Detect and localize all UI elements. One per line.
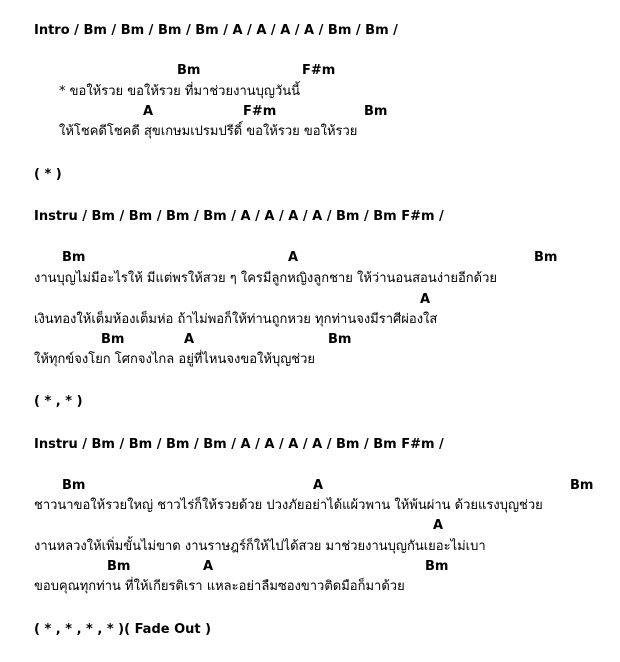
verse-chord: A <box>288 250 299 265</box>
verse-lyric-line: งานหลวงให้เพิ่มขั้นไม่ขาด งานราษฎร์ก็ให้ไปได้สวย มาช่วยงานบุญกันเยอะไม่เบา <box>34 539 486 554</box>
chorus-lyric-line: ให้โชคดีโชคดี สุขเกษมเปรมปรีดิ์ ขอให้รวย ขอให้รวย <box>59 124 358 139</box>
verse-chord: Bm <box>107 559 131 574</box>
verse-lyric-line: เงินทองให้เต็มห้องเต็มห่อ ถ้าไม่พอก็ให้ท่านถูกหวย ทุกท่านจงมีราศีผ่องใส <box>34 312 438 327</box>
verse-chord: A <box>313 478 324 493</box>
repeat-marker: ( * , * ) <box>34 394 83 409</box>
verse-lyric-line: งานบุญไม่มีอะไรให้ มีแต่พรให้สวย ๆ ใครมีลูกหญิงลูกชาย ให้ว่านอนสอนง่ายอีกด้วย <box>34 271 498 286</box>
verse-chord: Bm <box>534 250 558 265</box>
repeat-marker: ( * ) <box>34 167 62 182</box>
verse-chord: Bm <box>101 332 125 347</box>
verse-chord: Bm <box>62 478 86 493</box>
verse-lyric-line: ชาวนาขอให้รวยใหญ่ ชาวไร่ก็ให้รวยด้วย ปวงภัยอย่าได้แผ้วพาน ให้พ้นผ่าน ด้วยแรงบุญช่วย <box>34 498 543 513</box>
intro-line: Intro / Bm / Bm / Bm / Bm / A / A / A / A / Bm / Bm / <box>34 23 398 38</box>
verse-chord: A <box>420 292 431 307</box>
chorus-chord: Bm <box>177 63 201 78</box>
chorus-chord: A <box>143 104 154 119</box>
verse-chord: A <box>184 332 195 347</box>
verse-chord: Bm <box>328 332 352 347</box>
chorus-chord: F#m <box>302 63 336 78</box>
verse-lyric-line: ขอบคุณทุกท่าน ที่ให้เกียรติเรา แหละอย่าลืมซองขาวติดมือก็มาด้วย <box>34 579 405 594</box>
chorus-chord: Bm <box>364 104 388 119</box>
verse-chord: Bm <box>425 559 449 574</box>
verse-chord: Bm <box>570 478 594 493</box>
ending-line: ( * , * , * , * )( Fade Out ) <box>34 622 212 637</box>
chorus-lyric-line: * ขอให้รวย ขอให้รวย ที่มาช่วยงานบุญวันนี้ <box>59 84 301 99</box>
verse-lyric-line: ให้ทุกข์จงโยก โศกจงไกล อยู่ที่ไหนจงขอให้บุญช่วย <box>34 352 316 367</box>
chorus-chord: F#m <box>243 104 277 119</box>
instru-line: Instru / Bm / Bm / Bm / Bm / A / A / A / A / Bm / Bm F#m / <box>34 209 444 224</box>
verse-chord: A <box>203 559 214 574</box>
verse-chord: A <box>433 518 444 533</box>
verse-chord: Bm <box>62 250 86 265</box>
instru-line: Instru / Bm / Bm / Bm / Bm / A / A / A / A / Bm / Bm F#m / <box>34 437 444 452</box>
